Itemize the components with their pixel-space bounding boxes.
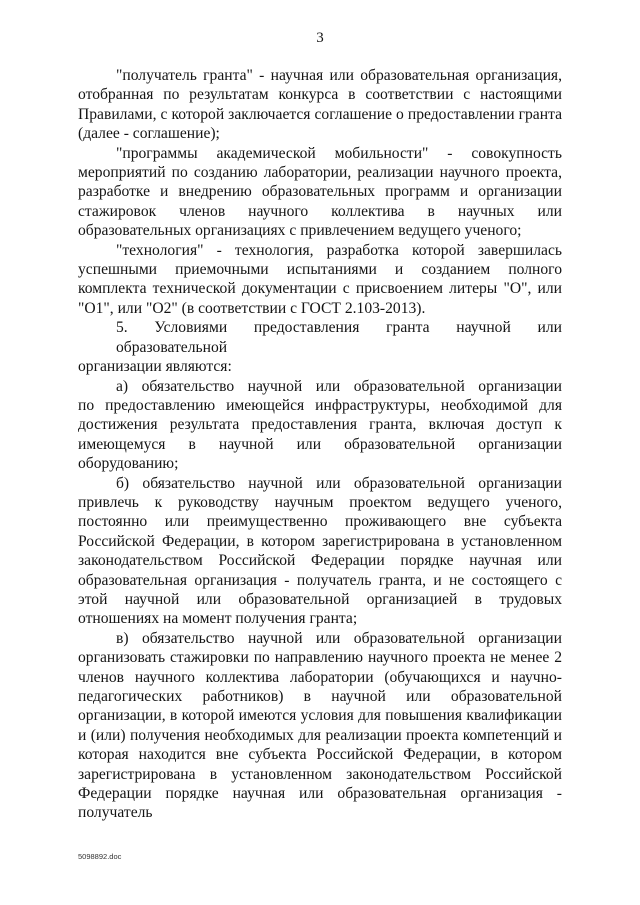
page-number: 3 (316, 30, 324, 46)
subclause-a (78, 377, 562, 474)
definition-grant-recipient (78, 66, 562, 144)
definition-mobility-programs (78, 144, 562, 241)
footer-file-name: 5098892.doc (78, 852, 122, 861)
paragraph-continuation: отобранная по результатам конкурса в соответствии с настоящими Правилами, с которой заключается соглашение о предоставлении гранта (далее - соглашение); (78, 86, 562, 143)
paragraph-first-line: 5. Условиями предоставления гранта научной или образовательной (116, 319, 562, 356)
definition-technology (78, 241, 562, 319)
paragraph-continuation: успешными приемочными испытаниями и созданием полного комплекта технической документации с присвоением литеры "О", или "О1", или "О2" (в соответствии с ГОСТ 2.103-2013). (78, 261, 562, 317)
paragraph-continuation: мероприятий по созданию лаборатории, реализации научного проекта, разработке и внедрению образовательных программ и организации стажировок членов научного коллектива в научных или образовательных организациях с привлечением ведущего ученого; (78, 164, 562, 240)
subclause-b (78, 474, 562, 629)
document-body (78, 66, 562, 823)
paragraph-continuation: по предоставлению имеющейся инфраструктуры, необходимой для достижения результата предоставления гранта, включая доступ к имеющемуся в научной или образовательной организации оборудованию; (78, 396, 562, 473)
paragraph-first-line: а) обязательство научной или образовательной организации (116, 377, 562, 395)
subclause-c (78, 629, 562, 823)
paragraph-continuation: организовать стажировки по направлению научного проекта не менее 2 членов научного коллектива лаборатории (обучающихся и научно-педагогических работников) в научной или образовательной организации, в которой имеются условия для повышения квалификации и (или) получения необходимых для реализации проекта компетенций и которая находится вне субъекта Российской Федерации, в котором зарегистрирована в установленном законодательством Российской Федерации порядке научная или образовательная организация - получатель (78, 649, 562, 822)
clause-5-conditions (78, 318, 562, 376)
paragraph-first-line: "технология" - технология, разработка которой завершилась (116, 241, 562, 259)
paragraph-continuation: привлечь к руководству научным проектом ведущего ученого, постоянно или преимущественно проживающего вне субъекта Российской Федерации, в котором зарегистрирована в установленном законодательством Российской Федерации порядке научная или образовательная организация - получатель гранта, и не состоящего с этой научной или образовательной организацией в трудовых отношениях на момент получения гранта; (78, 493, 562, 628)
paragraph-first-line: "программы академической мобильности" - совокупность (116, 144, 562, 162)
paragraph-first-line: "получатель гранта" - научная или образовательная организация, (116, 67, 562, 84)
paragraph-first-line: б) обязательство научной или образовательной организации (116, 474, 562, 492)
paragraph-continuation: организации являются: (78, 358, 232, 376)
paragraph-first-line: в) обязательство научной или образовательной организации (116, 629, 562, 647)
